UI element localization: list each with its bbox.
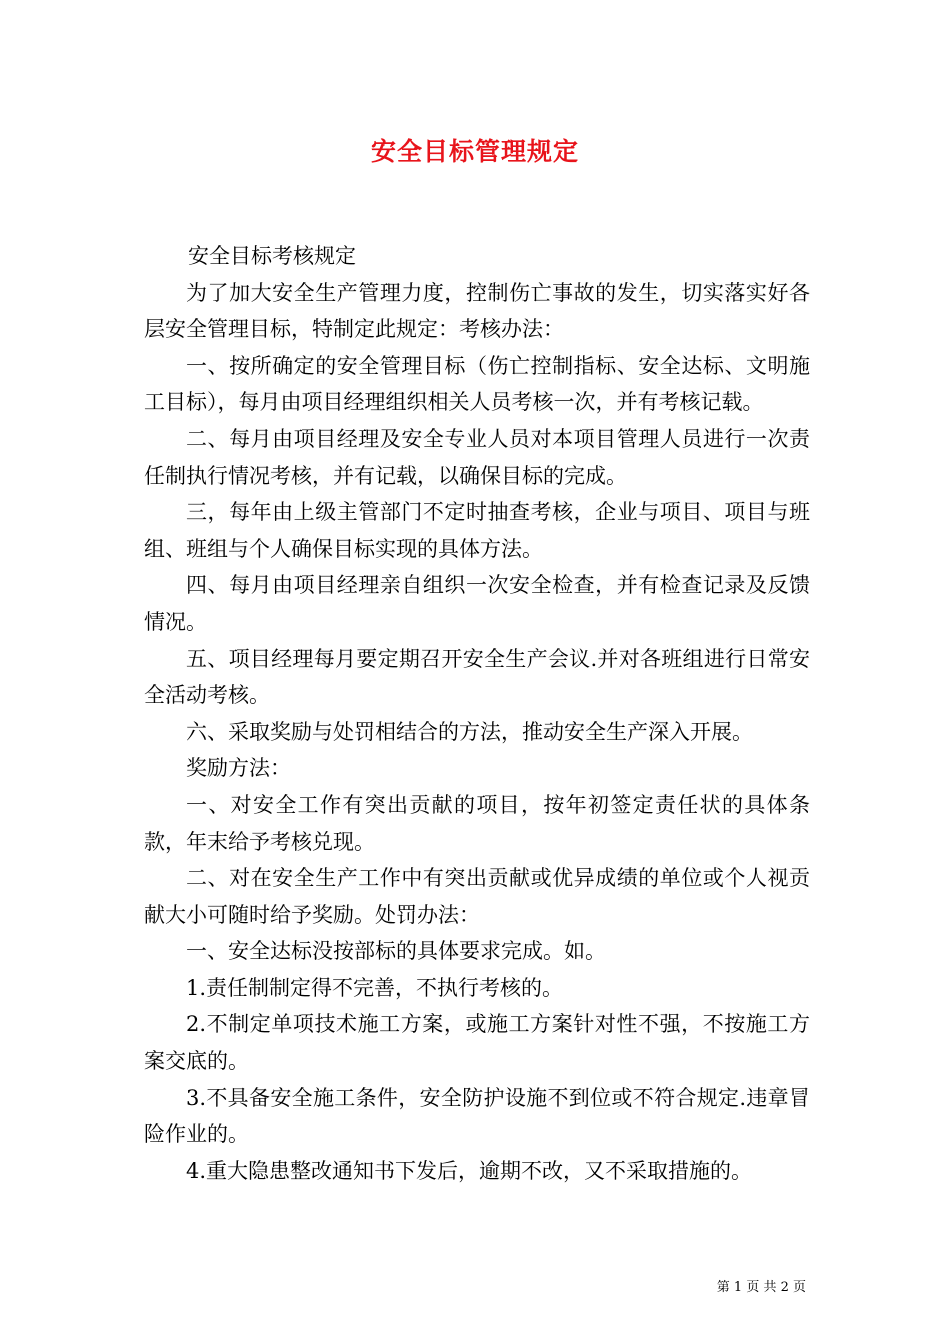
paragraph-intro: 为了加大安全生产管理力度，控制伤亡事故的发生，切实落实好各层安全管理目标，特制定此规定：考核办法： <box>144 280 810 342</box>
paragraph-penalty-item-1: 1.责任制制定得不完善，不执行考核的。 <box>186 975 564 1000</box>
paragraph-penalty-item-4: 4.重大隐患整改通知书下发后，逾期不改，又不采取措施的。 <box>186 1158 753 1183</box>
paragraph-assess-6: 六、采取奖励与处罚相结合的方法，推动安全生产深入开展。 <box>186 719 753 744</box>
paragraph-penalty-item-3: 3.不具备安全施工条件，安全防护设施不到位或不符合规定.违章冒险作业的。 <box>144 1085 810 1147</box>
paragraph-reward-2: 二、对在安全生产工作中有突出贡献或优异成绩的单位或个人视贡献大小可随时给予奖励。处罚办法： <box>144 866 810 927</box>
paragraph-assess-1: 一、按所确定的安全管理目标（伤亡控制指标、安全达标、文明施工目标），每月由项目经理组织相关人员考核一次，并有考核记载。 <box>144 353 810 415</box>
paragraph-penalty-item-2: 2.不制定单项技术施工方案，或施工方案针对性不强，不按施工方案交底的。 <box>144 1012 810 1074</box>
document-body <box>144 238 810 1189</box>
paragraph-assess-5: 五、项目经理每月要定期召开安全生产会议.并对各班组进行日常安全活动考核。 <box>144 646 810 708</box>
paragraph-assess-4: 四、每月由项目经理亲自组织一次安全检查，并有检查记录及反馈情况。 <box>144 573 810 634</box>
document-title: 安全目标管理规定 <box>370 137 579 166</box>
paragraph-assess-2: 二、每月由项目经理及安全专业人员对本项目管理人员进行一次责任制执行情况考核，并有记载，以确保目标的完成。 <box>144 426 810 488</box>
paragraph-penalty-1: 一、安全达标没按部标的具体要求完成。如。 <box>186 939 606 964</box>
paragraph-assess-3: 三，每年由上级主管部门不定时抽查考核，企业与项目、项目与班组、班组与个人确保目标实现的具体方法。 <box>144 500 810 561</box>
paragraph-reward-1: 一、对安全工作有突出贡献的项目，按年初签定责任状的具体条款，年末给予考核兑现。 <box>144 792 810 854</box>
page-number: 第 1 页 共 2 页 <box>716 1280 806 1295</box>
paragraph-reward-heading: 奖励方法： <box>186 756 291 781</box>
paragraph-subtitle: 安全目标考核规定 <box>188 244 356 268</box>
